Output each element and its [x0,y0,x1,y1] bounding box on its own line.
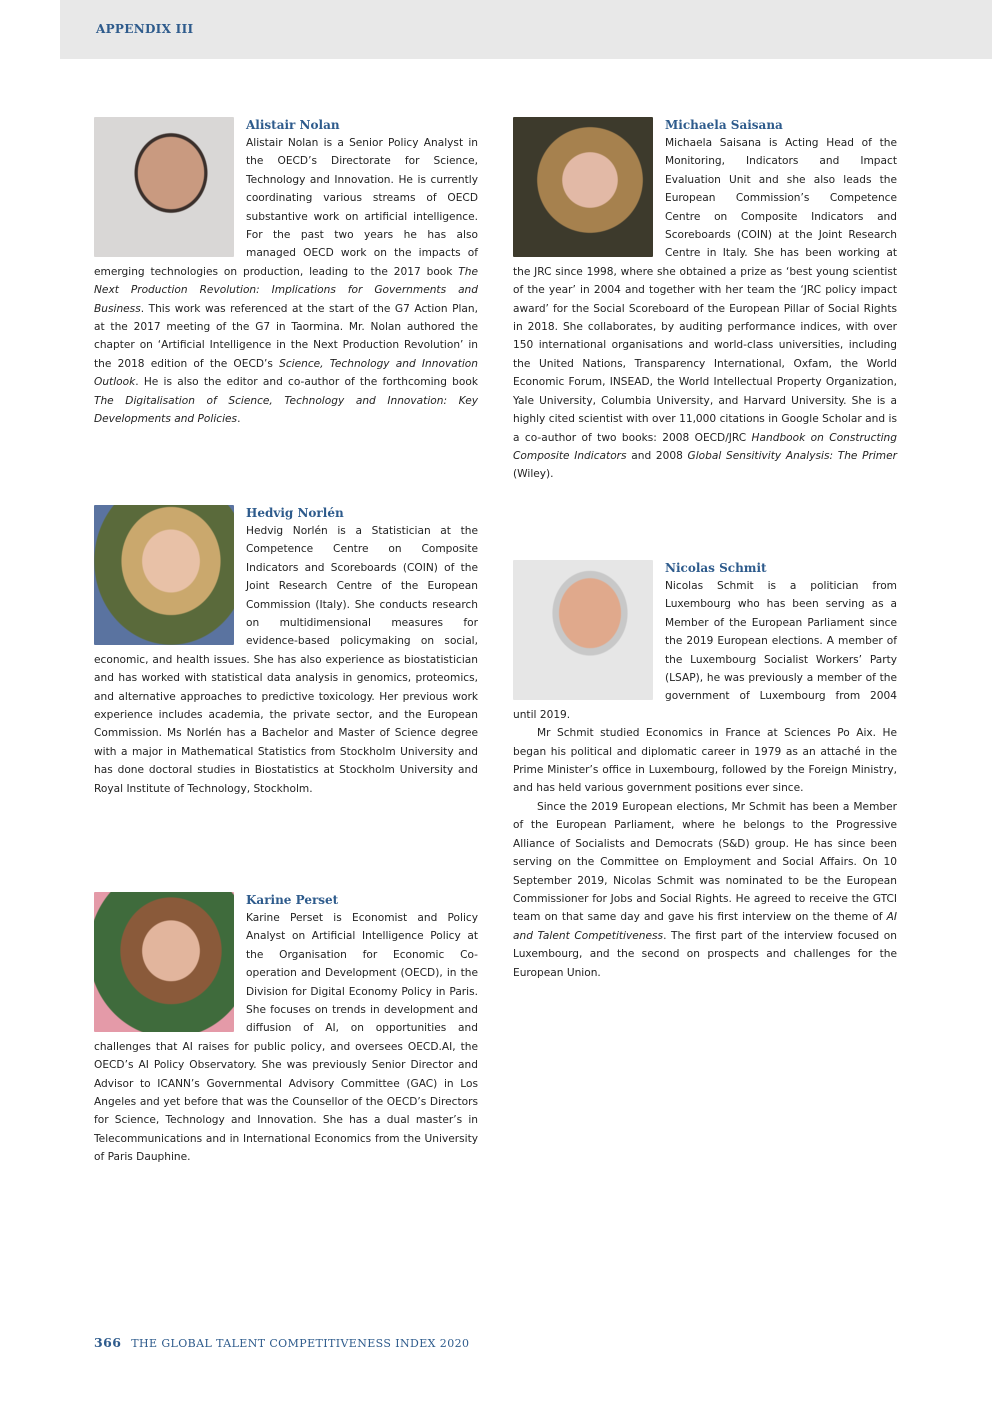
page-number: 366 [94,1335,122,1350]
portrait-photo [94,892,234,1032]
bio-name: Nicolas Schmit [665,561,767,575]
bio-norlen [94,505,478,798]
bio-nolan [94,117,478,429]
bio-name: Alistair Nolan [246,118,340,132]
bio-schmit [513,560,897,982]
portrait-photo [94,505,234,645]
bio-name: Michaela Saisana [665,118,783,132]
bio-text: Hedvig Norlén is a Statistician at the Competence Centre on Composite Indicators and Scoreboards (COIN) of the Joint Research Centre of the European Commission (Italy). She conducts research on multidimensional measures for evidence-based policymaking on social, economic, and health issues. She has also experience as biostatistician and has worked with statistical data analysis in genomics, proteomics, and alternative approaches to predictive toxicology. Her previous work experience includes academia, the private sector, and the European Commission. Ms Norlén has a Bachelor and Master of Science degree with a major in Mathematical Statistics from Stockholm University and has done doctoral studies in Biostatistics at Stockholm University and Royal Institute of Technology, Stockholm. [94,525,478,795]
bio-text: Nicolas Schmit is a politician from Luxembourg who has been serving as a Member of the European Parliament since the 2019 European elections. A member of the Luxembourg Socialist Workers’ Party (LSAP), he was previously a member of the government of Luxembourg from 2004 until 2019. [513,580,897,721]
bio-text: Karine Perset is Economist and Policy Analyst on Artificial Intelligence Policy at the Organisation for Economic Co-operation and Development (OECD), in the Division for Digital Economy Policy in Paris. She focuses on trends in development and diffusion of AI, on opportunities and challenges that AI raises for public policy, and oversees OECD.AI, the OECD’s AI Policy Observatory. She was previously Senior Director and Advisor to ICANN’s Governmental Advisory Committee (GAC) in Los Angeles and yet before that was the Counsellor of the OECD’s Directors for Science, Technology and Innovation. She has a dual master’s in Telecommunications and in International Economics from the University of Paris Dauphine. [94,912,478,1164]
section-label: APPENDIX III [96,22,194,36]
bio-text: Alistair Nolan is a Senior Policy Analyst in the OECD’s Directorate for Science, Technology and Innovation. He is currently coordinating various streams of OECD substantive work on artificial intelligence. For the past two years he has also managed OECD work on the impacts of emerging technologies on production, leading to the 2017 book The Next Production Revolution: Implications for Governments and Business. This work was referenced at the start of the G7 Action Plan, at the 2017 meeting of the G7 in Taormina. Mr. Nolan authored the chapter on ‘Artificial Intelligence in the Next Production Revolution’ in the 2018 edition of the OECD’s Science, Technology and Innovation Outlook. He is also the editor and co-author of the forthcoming book The Digitalisation of Science, Technology and Innovation: Key Developments and Policies. [94,137,478,426]
bio-name: Hedvig Norlén [246,506,344,520]
page-footer [94,1335,469,1350]
bio-saisana [513,117,897,484]
portrait-photo [94,117,234,257]
bio-text: Michaela Saisana is Acting Head of the Monitoring, Indicators and Impact Evaluation Unit and she also leads the European Commission’s Competence Centre on Composite Indicators and Scoreboards (COIN) at the Joint Research Centre in Italy. She has been working at the JRC since 1998, where she obtained a prize as ‘best young scientist of the year’ in 2004 and together with her team the ‘JRC policy impact award’ for the Social Scoreboard of the European Pillar of Social Rights in 2018. She collaborates, by auditing performance indices, with over 150 international organisations and world-class universities, including the United Nations, Transparency International, Oxfam, the World Economic Forum, INSEAD, the World Intellectual Property Organization, Yale University, Columbia University, and Harvard University. She is a highly cited scientist with over 11,000 citations in Google Scholar and is a co-author of two books: 2008 OECD/JRC Handbook on Constructing Composite Indicators and 2008 Global Sensitivity Analysis: The Primer (Wiley). [513,137,897,481]
bio-text: Since the 2019 European elections, Mr Schmit has been a Member of the European Parliament, where he belongs to the Progressive Alliance of Socialists and Democrats (S&D) group. He has since been serving on the Committee on Employment and Social Affairs. On 10 September 2019, Nicolas Schmit was nominated to be the European Commissioner for Jobs and Social Rights. He agreed to receive the GTCI team on that same day and gave his first interview on the theme of AI and Talent Competitiveness. The first part of the interview focused on Luxembourg, and the second on prospects and challenges for the European Union. [513,800,897,979]
bio-text: Mr Schmit studied Economics in France at Sciences Po Aix. He began his political and diplomatic career in 1979 as an attaché in the Prime Minister’s office in Luxembourg, followed by the Foreign Ministry, and has held various government positions ever since. [513,727,897,795]
portrait-photo [513,117,653,257]
publication-title: THE GLOBAL TALENT COMPETITIVENESS INDEX 2020 [131,1337,470,1350]
bio-name: Karine Perset [246,893,339,907]
bio-perset [94,892,478,1167]
header-band [60,0,992,59]
portrait-photo [513,560,653,700]
